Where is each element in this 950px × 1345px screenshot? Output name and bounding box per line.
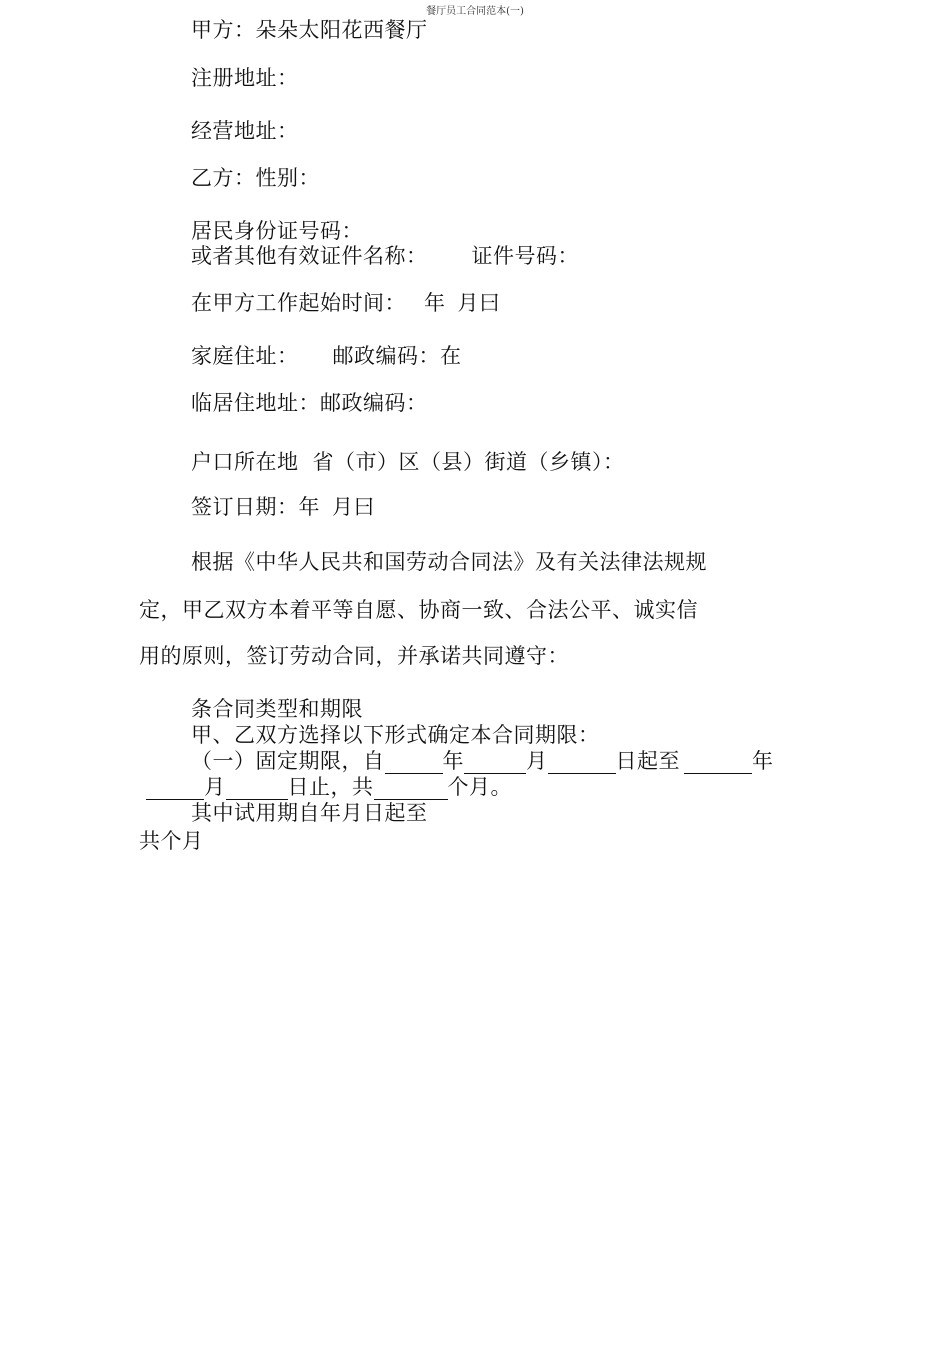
- start-time-line: [191, 290, 501, 316]
- other-id-line: [191, 243, 579, 269]
- year1-label: 年: [442, 749, 464, 773]
- probation-line: 其中试用期自年月日起至: [191, 801, 428, 825]
- total-months-blank: [374, 779, 448, 800]
- hukou-line: [191, 449, 625, 475]
- sign-month-day-label: 月曰: [332, 495, 375, 519]
- party-a-line: 甲方：朵朵太阳花西餐厅: [191, 18, 428, 42]
- hukou-parts-label: 省（市）区（县）街道（乡镇）：: [312, 450, 625, 474]
- gender-label: 性别：: [255, 166, 320, 190]
- id-number-line: 居民身份证号码：: [191, 219, 363, 243]
- temp-address-line: 临居住地址：邮政编码：: [191, 391, 428, 415]
- hukou-label: 户口所在地: [191, 450, 299, 474]
- home-postcode-label: 邮政编码：在: [332, 344, 462, 368]
- party-b-label: 乙方：: [191, 166, 256, 190]
- preamble-line-3: 用的原则，签订劳动合同，并承诺共同遵守：: [139, 644, 569, 668]
- end-month-blank: [146, 779, 204, 800]
- party-b-line: [191, 165, 320, 191]
- preamble-line-1: 根据《中华人民共和国劳动合同法》及有关法律法规规: [191, 550, 707, 574]
- day1-label: 日起至: [615, 749, 680, 773]
- day2-label: 日止，共: [287, 775, 374, 799]
- other-id-name-label: 或者其他有效证件名称：: [191, 244, 428, 268]
- start-year-label: 年: [424, 291, 446, 315]
- sign-date-label: 签订日期：年: [191, 495, 320, 519]
- month1-label: 月: [526, 749, 548, 773]
- months-label: 个月。: [447, 775, 512, 799]
- start-day-blank: [548, 753, 616, 774]
- preamble-line-2: 定，甲乙双方本着平等自愿、协商一致、合法公平、诚实信: [139, 598, 698, 622]
- home-address-label: 家庭住址：: [191, 344, 299, 368]
- fixed-term-line-2: [146, 774, 512, 800]
- registered-address-line: 注册地址：: [191, 66, 299, 90]
- end-year-blank: [684, 753, 752, 774]
- page-header: 餐厅员工合同范本(一): [426, 6, 524, 17]
- end-day-blank: [226, 779, 288, 800]
- month2-label: 月: [204, 775, 226, 799]
- clause-title: 条合同类型和期限: [191, 697, 363, 721]
- home-address-line: [191, 343, 462, 369]
- fixed-term-prefix: （一）固定期限，自: [191, 749, 385, 773]
- start-year-blank: [385, 753, 443, 774]
- start-month-day-label: 月曰: [457, 291, 501, 315]
- year2-label: 年: [752, 749, 774, 773]
- business-address-line: 经营地址：: [191, 119, 299, 143]
- fixed-term-line: [191, 748, 774, 774]
- clause-intro: 甲、乙双方选择以下形式确定本合同期限：: [191, 723, 600, 747]
- start-time-label: 在甲方工作起始时间：: [191, 291, 406, 315]
- sign-date-line: [191, 494, 375, 520]
- other-id-number-label: 证件号码：: [471, 244, 579, 268]
- start-month-blank: [464, 753, 526, 774]
- probation-total-line: 共个月: [139, 829, 204, 853]
